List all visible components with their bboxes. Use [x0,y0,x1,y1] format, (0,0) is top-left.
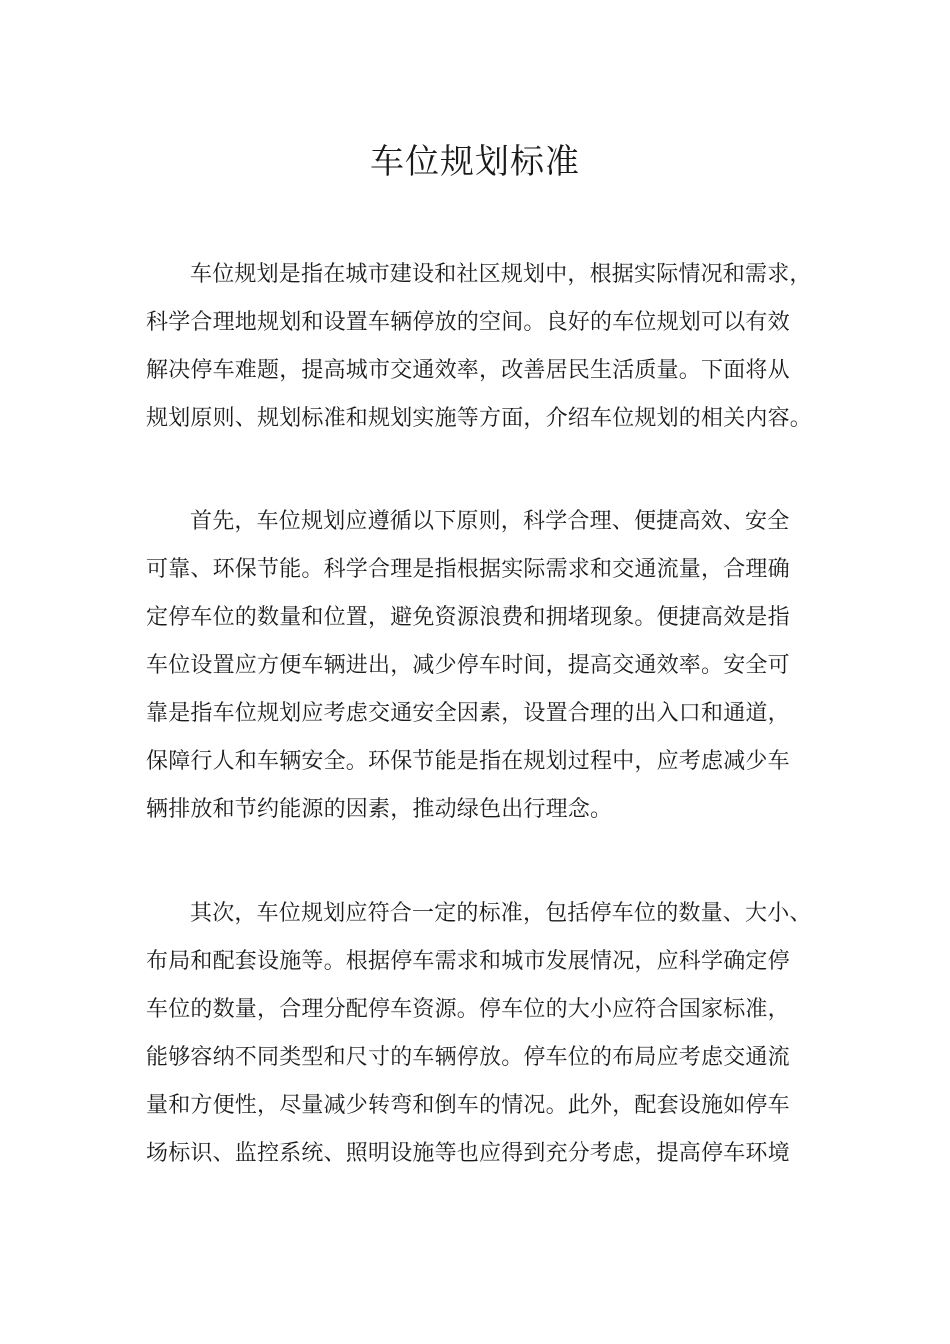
paragraph-line: 规划原则、规划标准和规划实施等方面，介绍车位规划的相关内容。 [146,406,813,431]
paragraph-standards [146,890,836,1178]
paragraph-intro [146,251,836,443]
paragraph-line: 辆排放和节约能源的因素，推动绿色出行理念。 [146,797,613,822]
paragraph-principles [146,498,836,834]
paragraph-line: 布局和配套设施等。根据停车需求和城市发展情况，应科学确定停 [146,949,790,974]
paragraph-line: 场标识、监控系统、照明设施等也应得到充分考虑，提高停车环境 [146,1141,790,1166]
document-title: 车位规划标准 [370,142,580,182]
paragraph-line: 科学合理地规划和设置车辆停放的空间。良好的车位规划可以有效 [146,310,790,335]
paragraph-line: 保障行人和车辆安全。环保节能是指在规划过程中，应考虑减少车 [146,749,790,774]
paragraph-line: 其次，车位规划应符合一定的标准，包括停车位的数量、大小、 [190,901,812,926]
paragraph-line: 车位规划是指在城市建设和社区规划中，根据实际情况和需求， [190,262,812,287]
paragraph-line: 车位设置应方便车辆进出，减少停车时间，提高交通效率。安全可 [146,653,790,678]
paragraph-line: 解决停车难题，提高城市交通效率，改善居民生活质量。下面将从 [146,358,790,383]
paragraph-line: 量和方便性，尽量减少转弯和倒车的情况。此外，配套设施如停车 [146,1093,790,1118]
paragraph-line: 定停车位的数量和位置，避免资源浪费和拥堵现象。便捷高效是指 [146,605,790,630]
paragraph-line: 靠是指车位规划应考虑交通安全因素，设置合理的出入口和通道， [146,701,790,726]
paragraph-line: 可靠、环保节能。科学合理是指根据实际需求和交通流量，合理确 [146,557,790,582]
paragraph-line: 首先，车位规划应遵循以下原则，科学合理、便捷高效、安全 [190,509,790,534]
paragraph-line: 车位的数量，合理分配停车资源。停车位的大小应符合国家标准， [146,997,790,1022]
paragraph-line: 能够容纳不同类型和尺寸的车辆停放。停车位的布局应考虑交通流 [146,1045,790,1070]
